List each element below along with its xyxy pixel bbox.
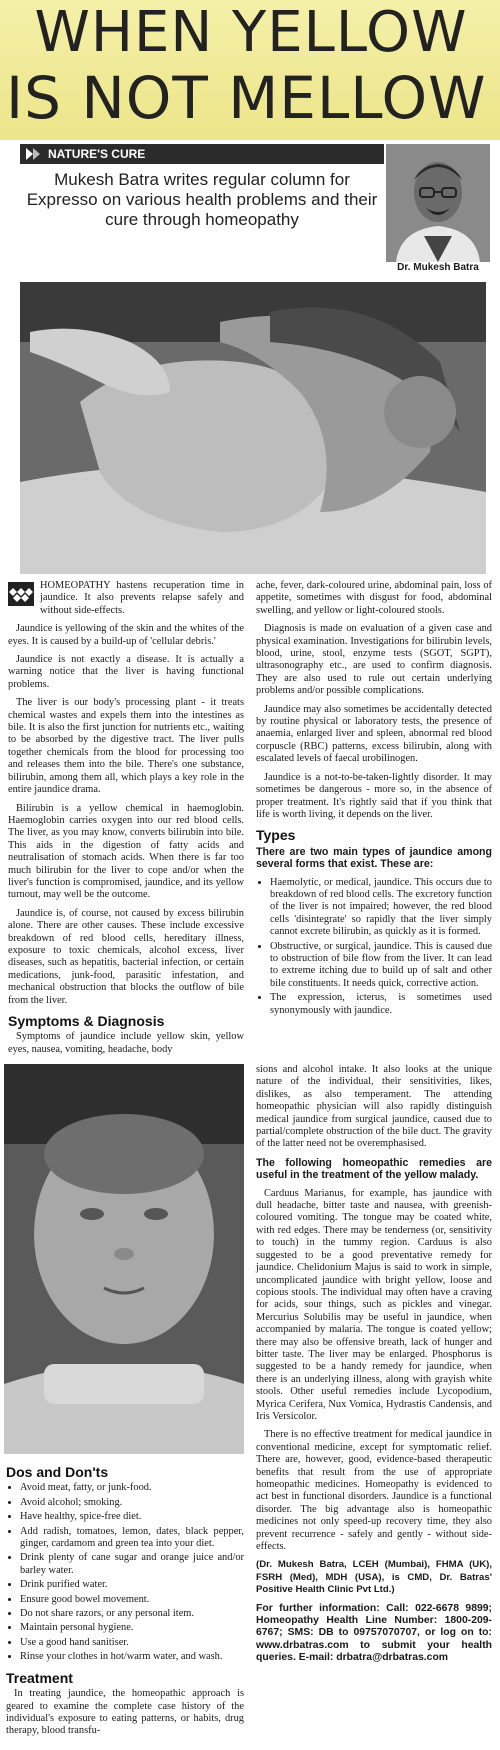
- dos-donts-list: [6, 1482, 244, 1663]
- types-heading: Types: [256, 827, 296, 844]
- list-item: • Haemolytic, or medical, jaundice. This occurs due to breakdown of red blood cells. The excretory function of the liver is not impaired; however, the red blood cells 'disintegrate' so rapidly that the liver simply cannot excrete bilirubin, as quickly as it is formed.: [270, 877, 492, 939]
- author-caption: Dr. Mukesh Batra: [397, 262, 479, 273]
- chevron-mark-icon: [26, 148, 40, 160]
- list-item: • Have healthy, spice-free diet.: [20, 1511, 244, 1523]
- sleeping-child-photo: [20, 282, 486, 574]
- baby-photo: [4, 1064, 244, 1454]
- section-tag-label: NATURE'S CURE: [48, 147, 146, 161]
- paragraph: Symptoms of jaundice include yellow skin, yellow eyes, nausea, vomiting, headache, body: [8, 1031, 244, 1055]
- headline-line-1: WHEN YELLOW: [34, 0, 468, 65]
- list-item: • The expression, icterus, is sometimes used synonymously with jaundice.: [270, 992, 492, 1017]
- section-tag: [20, 144, 384, 164]
- list-item: • Use a good hand sanitiser.: [20, 1637, 244, 1649]
- article-column-4: [6, 1458, 244, 1744]
- list-item: • Rinse your clothes in hot/warm water, and wash.: [20, 1651, 244, 1663]
- list-item: • Obstructive, or surgical, jaundice. This is caused due to obstruction of bile flow from the liver. It can lead to extreme itching due to build up of salt and other bile constituents. It needs quick, corrective action.: [270, 941, 492, 991]
- paragraph: In treating jaundice, the homeopathic approach is geared to examine the complete case history of the individual's exposure to eating patterns, or habits, drug therapy, blood transfu-: [6, 1688, 244, 1737]
- article-column-3: [256, 1064, 492, 1671]
- headline-line-2: IS NOT MELLOW: [6, 64, 487, 132]
- dos-donts-heading: Dos and Don'ts: [6, 1464, 109, 1480]
- types-list: [256, 877, 492, 1017]
- paragraph: The liver is our body's processing plant - it treats chemical wastes and expels them into the intestines as bile. It is also the first junction for nutrients etc., waiting to be absorbed by the digestive tract. The liver pulls together chemicals from the blood for processing too and releases them into the bile. There's one substance, bilirubin, among them all, which plays a key role in the entire jaundice drama.: [8, 697, 244, 796]
- paragraph: There is no effective treatment for medical jaundice in conventional medicine, except for symptomatic relief. There are, however, good, evidence-based therapeutic benefits that result from the use of appropriate homeopathic medicines. Homeopathy is evidenced to act best in functional disorders. Jaundice is a functional disorder. The big advantage also is homeopathic medicines not only speed-up recovery time, they also prevent recurrence - safely and gently - without side-effects.: [256, 1429, 492, 1553]
- intro-deck: Mukesh Batra writes regular column for Expresso on various health problems and their cure through homeopathy: [26, 170, 378, 229]
- author-byline: (Dr. Mukesh Batra, LCEH (Mumbai), FHMA (UK), FSRH (Med), MDH (USA), is CMD, Dr. Batras' Positive Health Clinic Pvt Ltd.): [256, 1559, 492, 1596]
- article-column-1: [8, 580, 244, 1062]
- author-photo: [386, 144, 490, 262]
- list-item: • Ensure good bowel movement.: [20, 1594, 244, 1606]
- paragraph: Jaundice may also sometimes be accidentally detected by routine physical or laboratory tests, the presence of anaemia, enlarged liver and spleen, abnormal red blood corpuscle (RBC) patterns, excess bilirubin, along with escalated levels of faecal urobilinogen.: [256, 703, 492, 765]
- treatment-heading: Treatment: [6, 1669, 73, 1686]
- paragraph: Bilirubin is a yellow chemical in haemoglobin. Haemoglobin carries oxygen into our red blood cells. The liver, as you may know, converts bilirubin into bile. This aids in the digestion of fatty acids and neutralisation of stomach acids. When there is far too much bilirubin for the liver to cope and/or when the liver's function is compromised, jaundice, and its yellow turnout, may well be the outcome.: [8, 802, 244, 901]
- list-item: • Do not share razors, or any personal item.: [20, 1608, 244, 1620]
- list-item: • Drink purified water.: [20, 1579, 244, 1591]
- list-item: • Avoid meat, fatty, or junk-food.: [20, 1482, 244, 1494]
- paragraph: [8, 580, 244, 617]
- contact-info: For further information: Call: 022-6678 9899; Homeopathy Health Line Number: 1800-209-6767; SMS: DB to 09757070707, or log on to: www.drbatras.com to submit your health queries. E-mail: drbatra@drbatras.com: [256, 1602, 492, 1664]
- paragraph: Jaundice is yellowing of the skin and the whites of the eyes. It is caused by a build-up of 'cellular debris.': [8, 623, 244, 647]
- headline-banner: [0, 0, 500, 140]
- list-item: • Maintain personal hygiene.: [20, 1622, 244, 1634]
- symptoms-heading: Symptoms & Diagnosis: [8, 1013, 165, 1029]
- paragraph: Carduus Marianus, for example, has jaundice with dull headache, bitter taste and nausea, with greenish-coloured vomiting. The tongue may be coated white, with red edges. There may be tenderness (or, sensitivity to touch) in the tummy region. Carduus is also suggested to be a good preventative remedy for jaundice. Chelidonium Majus is said to work in simple, uncomplicated jaundice with bright yellow, loose and copious stools. The individual may often have a craving for acids, sour things, such as pickles and vinegar. Mercurius Solubilis may be useful in jaundice, when accompanied by malaria. The tongue is coated yellow; there may also be offensive breath, lack of hunger and bitter taste. The liver may be enlarged. Phosphorus is suggested to be a handy remedy for jaundice, when there is an underlying illness, along with grayish white stools. Other useful remedies include Lycopodium, Myrica Cerifera, Nux Vomica, Hydrastis Candensis, and Iris Versicolor.: [256, 1187, 492, 1422]
- paragraph-text: HOMEOPATHY hastens recuperation time in jaundice. It also prevents relapse safely and without side-effects.: [40, 580, 244, 616]
- paragraph: ache, fever, dark-coloured urine, abdominal pain, loss of appetite, sometimes with disgust for food, abdominal swelling, and yellow or light-coloured stools.: [256, 580, 492, 616]
- list-item: • Add radish, tomatoes, lemon, dates, black pepper, ginger, cardamom and green tea into your diet.: [20, 1526, 244, 1551]
- paragraph: Jaundice is a not-to-be-taken-lightly disorder. It may sometimes be dangerous - more so, in the absence of proper treatment. It's rightly said that if you think that life is worth living, it depends on the liver.: [256, 771, 492, 820]
- paragraph: Diagnosis is made on evaluation of a given case and physical examination. Investigations for bilirubin levels, blood, urine, stool, enzyme tests (SGOT, SGPT), ultrasonography etc., are used to confirm diagnosis. They are also used to rule out certain underlying problems and/or possible complications.: [256, 623, 492, 697]
- list-item: • Avoid alcohol; smoking.: [20, 1497, 244, 1509]
- remedies-lead: The following homeopathic remedies are useful in the treatment of the yellow malady.: [256, 1156, 492, 1182]
- types-lead: There are two main types of jaundice among several forms that exist. These are:: [256, 845, 492, 871]
- paragraph: Jaundice is, of course, not caused by excess bilirubin alone. There are other causes. These include excessive breakdown of red blood cells, hereditary illness, exposure to toxic chemicals, alcohol excess, liver diseases, such as hepatitis, bacterial infection, or certain medications, junk-food, parasitic infestation, and mechanical obstruction that blocks the outflow of bile from the liver.: [8, 907, 244, 1006]
- article-column-2: [256, 580, 492, 1023]
- paragraph: Jaundice is not exactly a disease. It is actually a warning notice that the liver is having functional problems.: [8, 654, 244, 690]
- paragraph: sions and alcohol intake. It also looks at the unique nature of the individual, their sensitivities, likes, dislikes, as also temperament. The attending homeopathic physician will also rapidly distinguish medical jaundice from surgical jaundice, caused due to partial/complete obstruction of the bile duct. The gravity of the latter need not be overemphasised.: [256, 1064, 492, 1150]
- homeopathy-logo-icon: [8, 582, 34, 606]
- list-item: • Drink plenty of cane sugar and orange juice and/or barley water.: [20, 1552, 244, 1577]
